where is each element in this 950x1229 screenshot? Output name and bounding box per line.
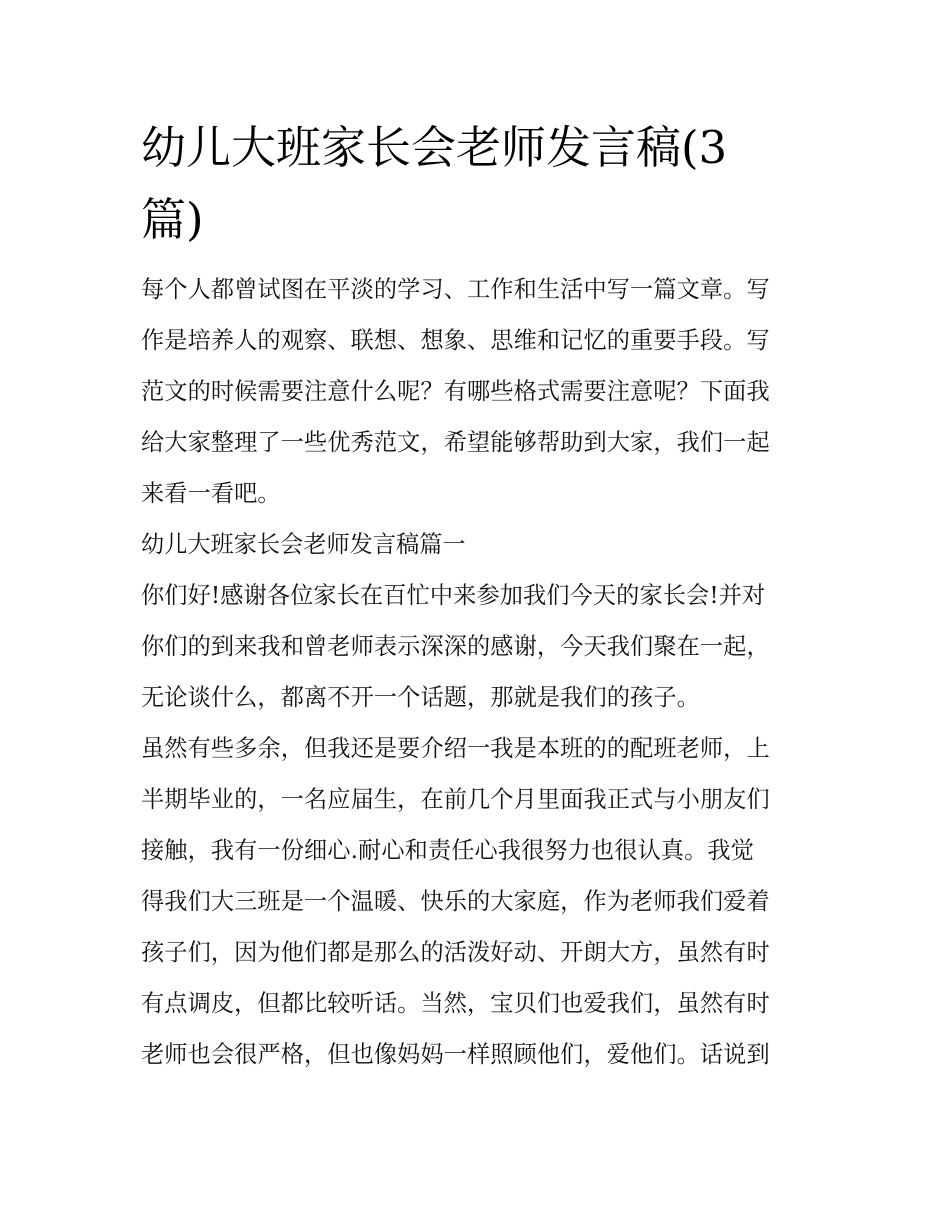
title-line-1: 幼儿大班家长会老师发言稿(3 <box>141 121 728 174</box>
paragraph-line: 有点调皮，但都比较听话。当然，宝贝们也爱我们，虽然有时 <box>141 990 770 1017</box>
paragraph-line: 接触，我有一份细心.耐心和责任心我很努力也很认真。我觉 <box>141 837 754 864</box>
body-paragraph-2 <box>141 723 813 1080</box>
document-title <box>141 112 813 256</box>
section-heading: 幼儿大班家长会老师发言稿篇一 <box>141 531 466 558</box>
body-paragraph-1 <box>141 570 813 723</box>
document-body <box>141 112 813 1080</box>
paragraph-line: 得我们大三班是一个温暖、快乐的大家庭，作为老师我们爱着 <box>141 888 770 915</box>
intro-line: 每个人都曾试图在平淡的学习、工作和生活中写一篇文章。写 <box>141 276 770 303</box>
intro-line: 给大家整理了一些优秀范文，希望能够帮助到大家，我们一起 <box>141 429 770 456</box>
intro-line: 范文的时候需要注意什么呢？有哪些格式需要注意呢？下面我 <box>141 378 770 405</box>
title-line-2: 篇) <box>141 193 204 246</box>
paragraph-line: 老师也会很严格，但也像妈妈一样照顾他们，爱他们。话说到 <box>141 1041 770 1068</box>
paragraph-line: 虽然有些多余，但我还是要介绍一我是本班的的配班老师，上 <box>141 735 770 762</box>
intro-line: 作是培养人的观察、联想、想象、思维和记忆的重要手段。写 <box>141 327 770 354</box>
paragraph-line: 你们的到来我和曾老师表示深深的感谢，今天我们聚在一起， <box>141 633 770 660</box>
paragraph-line: 孩子们，因为他们都是那么的活泼好动、开朗大方，虽然有时 <box>141 939 770 966</box>
intro-line: 来看一看吧。 <box>141 480 281 507</box>
intro-paragraph <box>141 264 813 519</box>
paragraph-line: 你们好!感谢各位家长在百忙中来参加我们今天的家长会!并对 <box>141 582 766 609</box>
paragraph-line: 无论谈什么，都离不开一个话题，那就是我们的孩子。 <box>141 684 700 711</box>
paragraph-line: 半期毕业的，一名应届生，在前几个月里面我正式与小朋友们 <box>141 786 770 813</box>
